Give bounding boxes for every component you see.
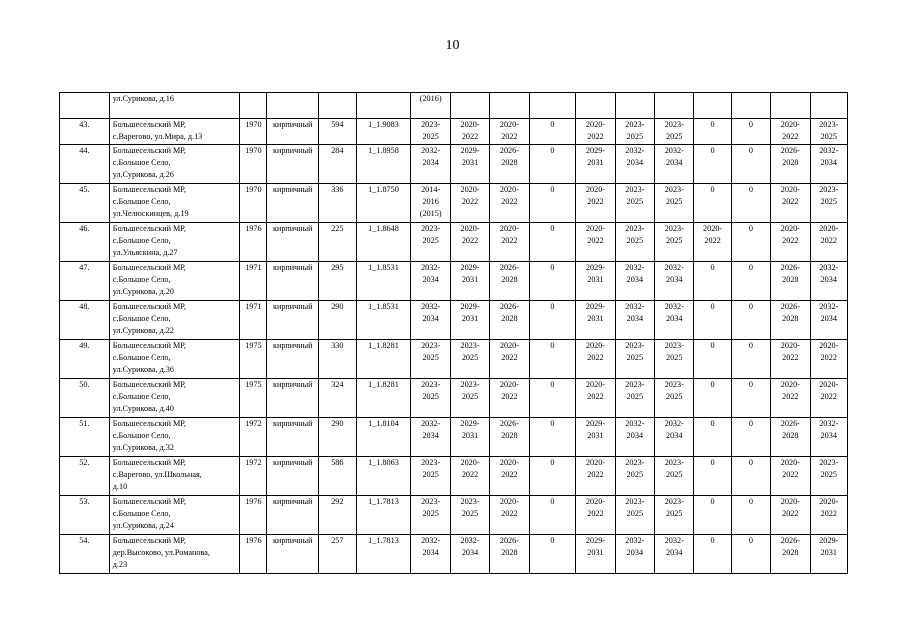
period-cell: 2023- 2025 [655,222,694,261]
index-cell: 1_1.8958 [356,144,411,183]
wall-material-cell: кирпичный [267,222,319,261]
index-cell: 1_1.8281 [356,378,411,417]
period-cell: 2014- 2016 (2015) [411,183,450,222]
row-number: 49. [60,339,110,378]
period-cell: 2032- 2034 [615,144,654,183]
period-cell: 2020- 2022 [576,339,615,378]
period-cell: 2023- 2025 [411,378,450,417]
period-cell: 2020- 2022 [576,378,615,417]
period-cell: 2020- 2022 [576,456,615,495]
period-cell: 0 [731,456,770,495]
row-number: 46. [60,222,110,261]
period-cell: 2026- 2028 [490,300,529,339]
area-cell: 284 [319,144,356,183]
period-cell: 0 [529,339,576,378]
period-cell: 0 [529,144,576,183]
table-row [60,417,848,456]
wall-material-cell: кирпичный [267,119,319,145]
period-cell: 2029- 2031 [576,300,615,339]
period-cell: 0 [731,119,770,145]
period-cell: 2020- 2022 [490,222,529,261]
period-cell: 2020- 2022 [450,222,489,261]
period-cell: 2020- 2022 [771,183,810,222]
period-cell: 2032- 2034 [411,300,450,339]
build-year-cell: 1975 [240,339,267,378]
period-cell: 2020- 2022 [490,183,529,222]
period-cell: 0 [731,339,770,378]
period-cell: 0 [529,119,576,145]
table-row [60,222,848,261]
wall-material-cell: кирпичный [267,300,319,339]
table-row [60,495,848,534]
index-cell: 1_1.7813 [356,495,411,534]
area-cell: 257 [319,534,356,573]
period-cell: 2023- 2025 [810,456,847,495]
housing-repair-table [59,92,848,574]
period-cell: 2020- 2022 [450,456,489,495]
period-cell: 2023- 2025 [615,222,654,261]
row-number: 47. [60,261,110,300]
period-cell: 0 [731,495,770,534]
build-year-cell: 1971 [240,261,267,300]
period-cell: 0 [731,534,770,573]
period-cell: 2032- 2034 [810,417,847,456]
period-cell: 2020- 2022 [490,119,529,145]
period-cell: 2020- 2022 [576,222,615,261]
period-cell: 2023- 2025 [655,495,694,534]
build-year-cell: 1970 [240,119,267,145]
period-cell: 2020- 2022 [694,222,731,261]
page-number: 10 [445,38,460,53]
row-number: 51. [60,417,110,456]
period-cell: 0 [529,300,576,339]
index-cell: 1_1.9083 [356,119,411,145]
period-cell: 2023- 2025 [411,339,450,378]
build-year-cell: 1970 [240,144,267,183]
period-cell: 2020- 2022 [771,339,810,378]
period-cell: 2023- 2025 [450,339,489,378]
period-cell: 2032- 2034 [615,534,654,573]
period-cell: 2026- 2028 [771,300,810,339]
table-row-continued [60,93,848,119]
period-cell: 2032- 2034 [615,417,654,456]
area-cell: 290 [319,300,356,339]
period-cell: 0 [694,456,731,495]
period-cell: 2023- 2025 [810,119,847,145]
row-number: 44. [60,144,110,183]
period-cell: 2026- 2028 [771,261,810,300]
address-cell: Большесельский МР, с.Большое Село, ул.Сурикова, д.20 [109,261,240,300]
period-cell: 2026- 2028 [771,534,810,573]
address-cell: Большесельский МР, с.Большое Село, ул.Сурикова, д.24 [109,495,240,534]
period-cell: 2023- 2025 [655,183,694,222]
row-number: 43. [60,119,110,145]
period-cell: 0 [694,183,731,222]
period-cell: 0 [529,378,576,417]
period-cell: 2029- 2031 [450,144,489,183]
wall-material-cell: кирпичный [267,456,319,495]
index-cell: 1_1.8104 [356,417,411,456]
row-number: 48. [60,300,110,339]
address-cell: Большесельский МР, с.Большое Село, ул.Сурикова, д.32 [109,417,240,456]
build-year-cell: 1972 [240,456,267,495]
address-cell: Большесельский МР, с.Большое Село, ул.Сурикова, д.40 [109,378,240,417]
period-cell: 2032- 2034 [615,261,654,300]
address-cell: Большесельский МР, с.Варегово, ул.Школьная, д.10 [109,456,240,495]
area-cell: 330 [319,339,356,378]
period-cell: 2029- 2031 [810,534,847,573]
wall-material-cell: кирпичный [267,261,319,300]
row-number: 53. [60,495,110,534]
period-cell: 0 [529,495,576,534]
period-cell: 0 [731,222,770,261]
period-cell: 0 [694,417,731,456]
period-cell: 2023- 2025 [411,456,450,495]
period-cell: 2029- 2031 [576,417,615,456]
row-number: 52. [60,456,110,495]
period-cell: 2023- 2025 [450,378,489,417]
period-cell: 2020- 2022 [810,339,847,378]
address-cell: Большесельский МР, с.Варегово, ул.Мира, д.13 [109,119,240,145]
period-cell: 2020- 2022 [771,495,810,534]
period-cell: 0 [529,417,576,456]
period-cell: 2032- 2034 [450,534,489,573]
period-cell: 2023- 2025 [615,495,654,534]
period-cell: 0 [694,119,731,145]
period-cell: 2029- 2031 [450,261,489,300]
wall-material-cell: кирпичный [267,183,319,222]
period-cell: 2020- 2022 [490,456,529,495]
period-cell: 2020- 2022 [576,183,615,222]
period-cell: 0 [529,534,576,573]
address-cell: Большесельский МР, с.Большое Село, ул.Сурикова, д.26 [109,144,240,183]
period-cell: 2020- 2022 [771,378,810,417]
address-cell: Большесельский МР, с.Большое Село, ул.Ульяскина, д.27 [109,222,240,261]
area-cell: 295 [319,261,356,300]
table-row [60,339,848,378]
build-year-cell: 1976 [240,495,267,534]
period-cell: 2032- 2034 [411,417,450,456]
period-cell: 0 [731,144,770,183]
continued-plan-period: (2016) [411,93,450,119]
period-cell: 0 [731,261,770,300]
row-number: 54. [60,534,110,573]
period-cell: 0 [694,144,731,183]
period-cell: 2032- 2034 [615,300,654,339]
address-cell: Большесельский МР, дер.Высоково, ул.Романова, д.23 [109,534,240,573]
table-row [60,144,848,183]
period-cell: 0 [529,222,576,261]
period-cell: 2032- 2034 [655,417,694,456]
area-cell: 225 [319,222,356,261]
period-cell: 2020- 2022 [490,339,529,378]
period-cell: 2026- 2028 [490,261,529,300]
area-cell: 324 [319,378,356,417]
period-cell: 0 [731,378,770,417]
address-cell: Большесельский МР, с.Большое Село, ул.Сурикова, д.36 [109,339,240,378]
address-cell: Большесельский МР, с.Большое Село, ул.Сурикова, д.22 [109,300,240,339]
period-cell: 0 [731,300,770,339]
period-cell: 0 [529,183,576,222]
continued-address: ул.Сурикова, д.16 [109,93,240,119]
area-cell: 594 [319,119,356,145]
period-cell: 2026- 2028 [490,144,529,183]
period-cell: 2020- 2022 [810,222,847,261]
period-cell: 2032- 2034 [655,144,694,183]
wall-material-cell: кирпичный [267,417,319,456]
period-cell: 2029- 2031 [450,417,489,456]
row-number: 45. [60,183,110,222]
period-cell: 0 [529,456,576,495]
table-row [60,119,848,145]
build-year-cell: 1970 [240,183,267,222]
area-cell: 586 [319,456,356,495]
period-cell: 2032- 2034 [810,144,847,183]
period-cell: 0 [694,339,731,378]
period-cell: 2023- 2025 [615,183,654,222]
period-cell: 0 [694,495,731,534]
period-cell: 0 [694,378,731,417]
wall-material-cell: кирпичный [267,378,319,417]
period-cell: 2032- 2034 [411,534,450,573]
period-cell: 2032- 2034 [655,300,694,339]
period-cell: 2029- 2031 [450,300,489,339]
period-cell: 2023- 2025 [615,378,654,417]
period-cell: 0 [694,534,731,573]
period-cell: 2023- 2025 [411,222,450,261]
period-cell: 2032- 2034 [810,261,847,300]
period-cell: 2023- 2025 [615,339,654,378]
index-cell: 1_1.8648 [356,222,411,261]
period-cell: 2023- 2025 [615,119,654,145]
period-cell: 2020- 2022 [450,183,489,222]
index-cell: 1_1.8531 [356,300,411,339]
period-cell: 2020- 2022 [490,495,529,534]
period-cell: 2023- 2025 [450,495,489,534]
period-cell: 2026- 2028 [490,417,529,456]
index-cell: 1_1.8531 [356,261,411,300]
index-cell: 1_1.8281 [356,339,411,378]
period-cell: 2020- 2022 [576,495,615,534]
period-cell: 2020- 2022 [771,222,810,261]
build-year-cell: 1975 [240,378,267,417]
period-cell: 2032- 2034 [411,261,450,300]
wall-material-cell: кирпичный [267,144,319,183]
build-year-cell: 1976 [240,222,267,261]
table-row [60,183,848,222]
period-cell: 2029- 2031 [576,534,615,573]
period-cell: 2023- 2025 [411,119,450,145]
period-cell: 2029- 2031 [576,144,615,183]
period-cell: 0 [694,261,731,300]
area-cell: 292 [319,495,356,534]
row-number: 50. [60,378,110,417]
wall-material-cell: кирпичный [267,495,319,534]
index-cell: 1_1.8063 [356,456,411,495]
table-row [60,456,848,495]
period-cell: 2032- 2034 [655,534,694,573]
period-cell: 0 [731,417,770,456]
table-row [60,378,848,417]
period-cell: 2029- 2031 [576,261,615,300]
wall-material-cell: кирпичный [267,534,319,573]
period-cell: 2023- 2025 [810,183,847,222]
build-year-cell: 1971 [240,300,267,339]
period-cell: 2020- 2022 [771,119,810,145]
area-cell: 336 [319,183,356,222]
table-row [60,300,848,339]
period-cell: 2023- 2025 [655,119,694,145]
address-cell: Большесельский МР, с.Большое Село, ул.Челюскинцев, д.19 [109,183,240,222]
period-cell: 2020- 2022 [810,378,847,417]
period-cell: 2023- 2025 [411,495,450,534]
period-cell: 2020- 2022 [576,119,615,145]
index-cell: 1_1.7813 [356,534,411,573]
period-cell: 2032- 2034 [411,144,450,183]
period-cell: 2020- 2022 [810,495,847,534]
table-row [60,261,848,300]
period-cell: 2032- 2034 [655,261,694,300]
period-cell: 0 [731,183,770,222]
build-year-cell: 1972 [240,417,267,456]
period-cell: 2026- 2028 [490,534,529,573]
period-cell: 0 [529,261,576,300]
period-cell: 2020- 2022 [771,456,810,495]
period-cell: 2023- 2025 [655,339,694,378]
period-cell: 2020- 2022 [450,119,489,145]
wall-material-cell: кирпичный [267,339,319,378]
period-cell: 2023- 2025 [655,378,694,417]
build-year-cell: 1976 [240,534,267,573]
index-cell: 1_1.8750 [356,183,411,222]
period-cell: 0 [694,300,731,339]
period-cell: 2023- 2025 [615,456,654,495]
period-cell: 2032- 2034 [810,300,847,339]
period-cell: 2023- 2025 [655,456,694,495]
area-cell: 290 [319,417,356,456]
period-cell: 2026- 2028 [771,144,810,183]
period-cell: 2026- 2028 [771,417,810,456]
period-cell: 2020- 2022 [490,378,529,417]
table-row [60,534,848,573]
